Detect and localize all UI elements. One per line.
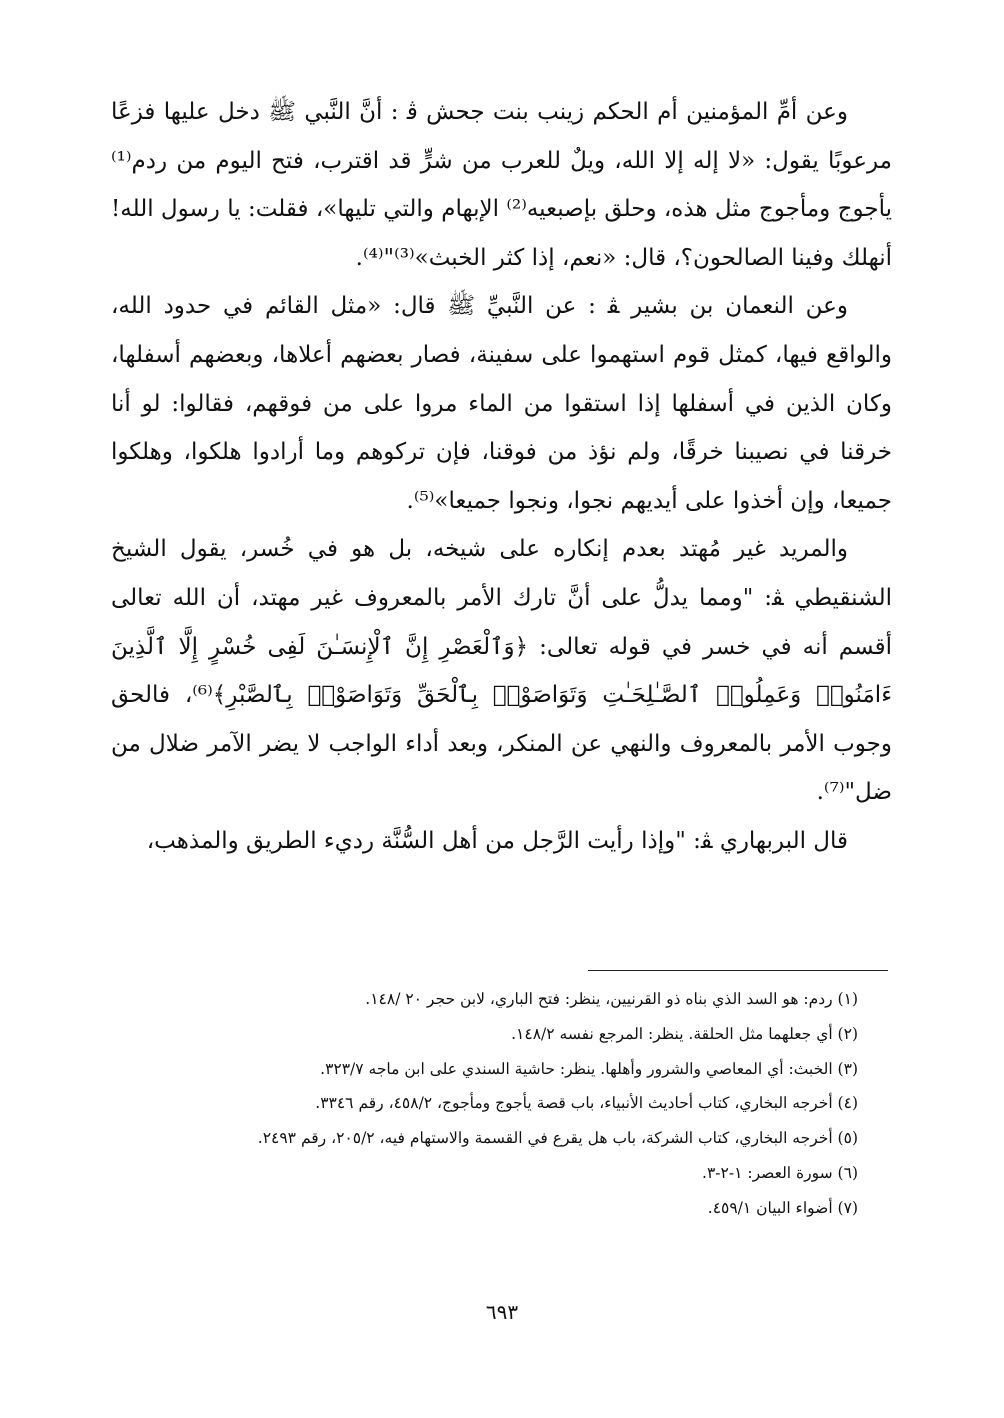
paragraph-3: والمريد غير مُهتد بعدم إنكاره على شيخه، بل هو في خُسر، يقول الشيخ الشنقيطي ﭭ: "ومما يدلُّ على أنَّ تارك الأمر بالمعروف غير مهتد، أن الله تعالى أقسم أنه في خسر في قوله تعالى: ﴿وَٱلْعَصْرِ إِنَّ ٱلْإِنسَـٰنَ لَفِى خُسْرٍ إِلَّا ٱلَّذِينَ ءَامَنُوا۟ وَعَمِلُوا۟ ٱلصَّـٰلِحَـٰتِ وَتَوَاصَوْا۟ بِٱلْحَقِّ وَتَوَاصَوْا۟ بِٱلصَّبْرِ﴾⁽⁶⁾، فالحق وجوب الأمر بالمعروف والنهي عن المنكر، وبعد أداء الواجب لا يضر الآمر ضلال من ضل"⁽⁷⁾. [111,536,893,806]
footnote-7: (٧) أضواء البيان ٤٥٩/١. [707,1198,858,1217]
footnote-3: (٣) الخبث: أي المعاصي والشرور وأهلها. ينظر: حاشية السندي على ابن ماجه ٣٢٣/٧. [320,1059,858,1078]
paragraph-4: قال البربهاري ﭭ: "وإذا رأيت الرَّجل من أهل السُّنَّة رديء الطريق والمذهب، [146,827,848,854]
footnotes [188,982,888,1226]
paragraph-2: وعن النعمان بن بشير ﭭ : عن النَّبيِّ ﷺ قال: «مثل القائم في حدود الله، والواقع فيها، كمثل قوم استهموا على سفينة، فصار بعضهم أعلاها، وبعضهم أسفلها، وكان الذين في أسفلها إذا استقوا من الماء مروا على من فوقهم، فقالوا: لو أنا خرقنا في نصيبنا خرقًا، ولم نؤذ من فوقنا، فإن تركوهم وما أرادوا هلكوا، وهلكوا جميعا، وإن أخذوا على أيديهم نجوا، ونجوا جميعا»⁽⁵⁾. [111,293,892,514]
page-number: ٦٩٣ [485,1300,519,1324]
footnote-4: (٤) أخرجه البخاري، كتاب أحاديث الأنبياء، باب قصة يأجوج ومأجوج، ٤٥٨/٢، رقم ٣٣٤٦. [315,1094,858,1113]
footnote-6: (٦) سورة العصر: ١-٢-٣. [702,1163,858,1182]
footnote-2: (٢) أي جعلهما مثل الحلقة. ينظر: المرجع نفسه ١٤٨/٢. [511,1024,858,1043]
footnote-divider [588,970,888,971]
paragraph-1: وعن أمِّ المؤمنين أم الحكم زينب بنت جحش ﭬ : أنَّ النَّبي ﷺ دخل عليها فزعًا مرعوبًا يقول: «لا إله إلا الله، ويلٌ للعرب من شرٍّ قد اقترب، فتح اليوم من ردم⁽¹⁾ يأجوج ومأجوج مثل هذه، وحلق بإصبعيه⁽²⁾ الإبهام والتي تليها»، فقلت: يا رسول الله! أنهلك وفينا الصالحون؟، قال: «نعم، إذا كثر الخبث»⁽³⁾"⁽⁴⁾. [111,99,892,271]
main-text [111,88,892,866]
footnote-5: (٥) أخرجه البخاري، كتاب الشركة، باب هل يقرع في القسمة والاستهام فيه، ٢٠٥/٢، رقم ٢٤٩٣. [257,1129,858,1148]
footnote-1: (١) ردم: هو السد الذي بناه ذو القرنيين، ينظر: فتح الباري، لابن حجر ٢٠ /١٤٨. [365,990,858,1008]
